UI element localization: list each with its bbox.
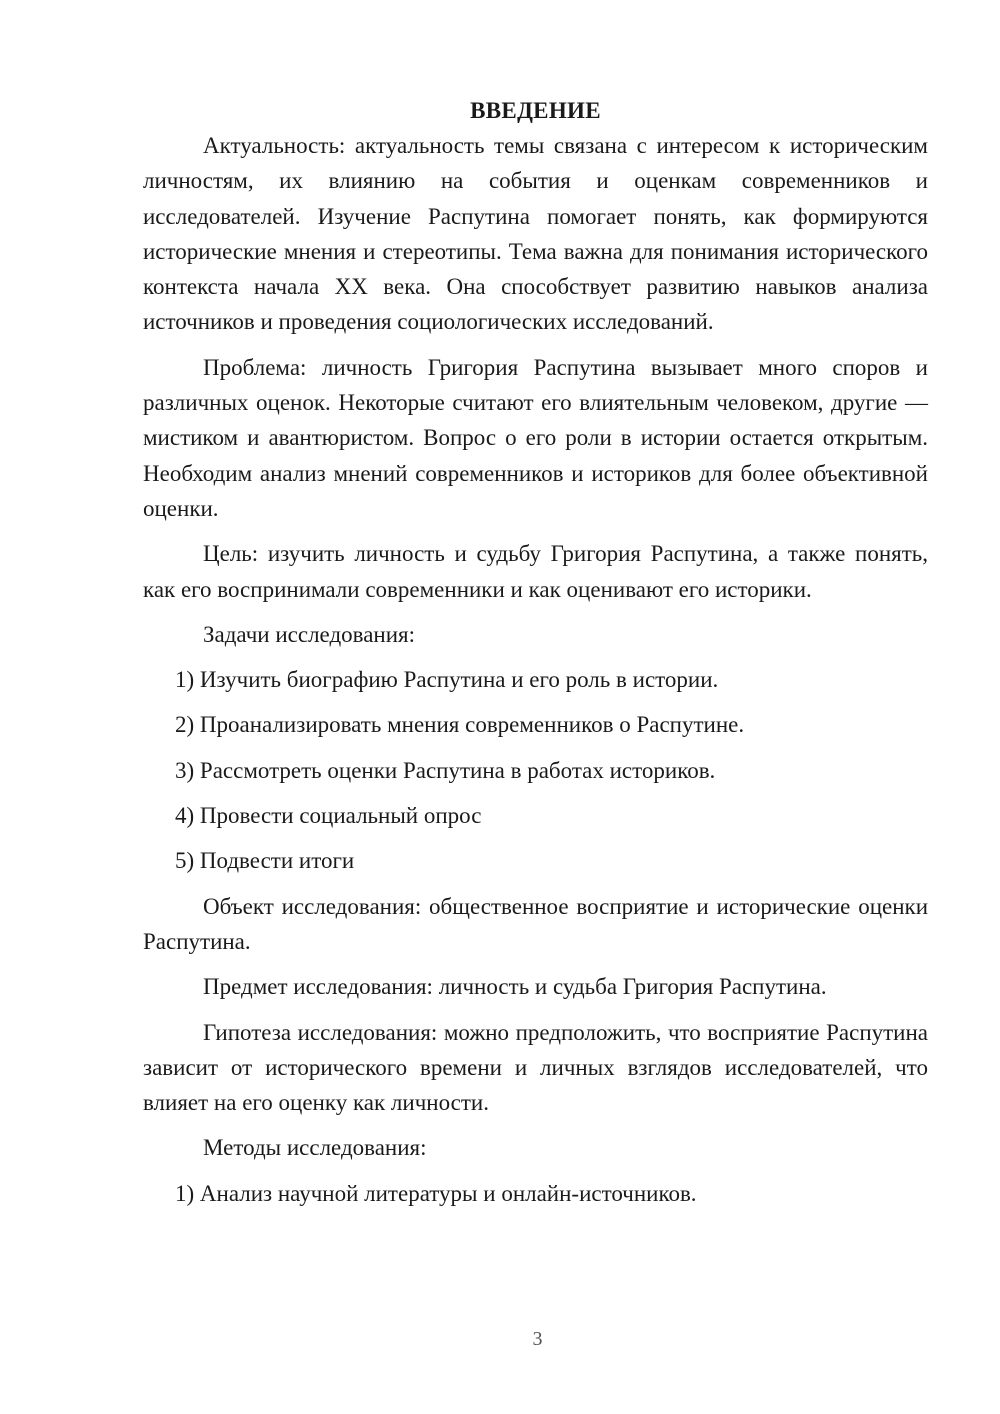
list-item: 1) Анализ научной литературы и онлайн-источников.	[175, 1180, 697, 1206]
list-item: 5) Подвести итоги	[175, 848, 355, 874]
list-item: 2) Проанализировать мнения современников о Распутине.	[175, 712, 745, 738]
page-title: ВВЕДЕНИЕ	[470, 98, 601, 123]
subject-paragraph: Предмет исследования: личность и судьба Григория Распутина.	[203, 974, 827, 1000]
tasks-heading: Задачи исследования:	[203, 621, 416, 647]
relevance-paragraph: Актуальность: актуальность темы связана с интересом к историческим личностям, их влиянию на события и оценкам современников и исследователей. Изучение Распутина помогает понять, как формируются исторические мнения и стереотипы. Тема важна для понимания исторического контекста начала XX века. Она способствует развитию навыков анализа источников и проведения социологических исследований.	[143, 133, 928, 335]
list-item: 1) Изучить биографию Распутина и его роль в истории.	[175, 667, 719, 693]
list-item: 3) Рассмотреть оценки Распутина в работах историков.	[175, 757, 716, 783]
page-body	[143, 93, 928, 1221]
list-item: 4) Провести социальный опрос	[175, 803, 482, 829]
object-paragraph: Объект исследования: общественное восприятие и исторические оценки Распутина.	[143, 893, 928, 954]
goal-paragraph: Цель: изучить личность и судьбу Григория Распутина, а также понять, как его воспринимали современники и как оценивают его историки.	[143, 541, 928, 602]
tasks-list	[143, 662, 928, 878]
page-number: 3	[532, 1328, 543, 1350]
problem-paragraph: Проблема: личность Григория Распутина вызывает много споров и различных оценок. Некоторые считают его влиятельным человеком, другие — мистиком и авантюристом. Вопрос о его роли в истории остается открытым. Необходим анализ мнений современников и историков для более объективной оценки.	[143, 354, 928, 521]
methods-heading: Методы исследования:	[203, 1135, 427, 1161]
methods-list	[143, 1176, 928, 1211]
hypothesis-paragraph: Гипотеза исследования: можно предположить, что восприятие Распутина зависит от исторического времени и личных взглядов исследователей, что влияет на его оценку как личности.	[143, 1019, 928, 1116]
